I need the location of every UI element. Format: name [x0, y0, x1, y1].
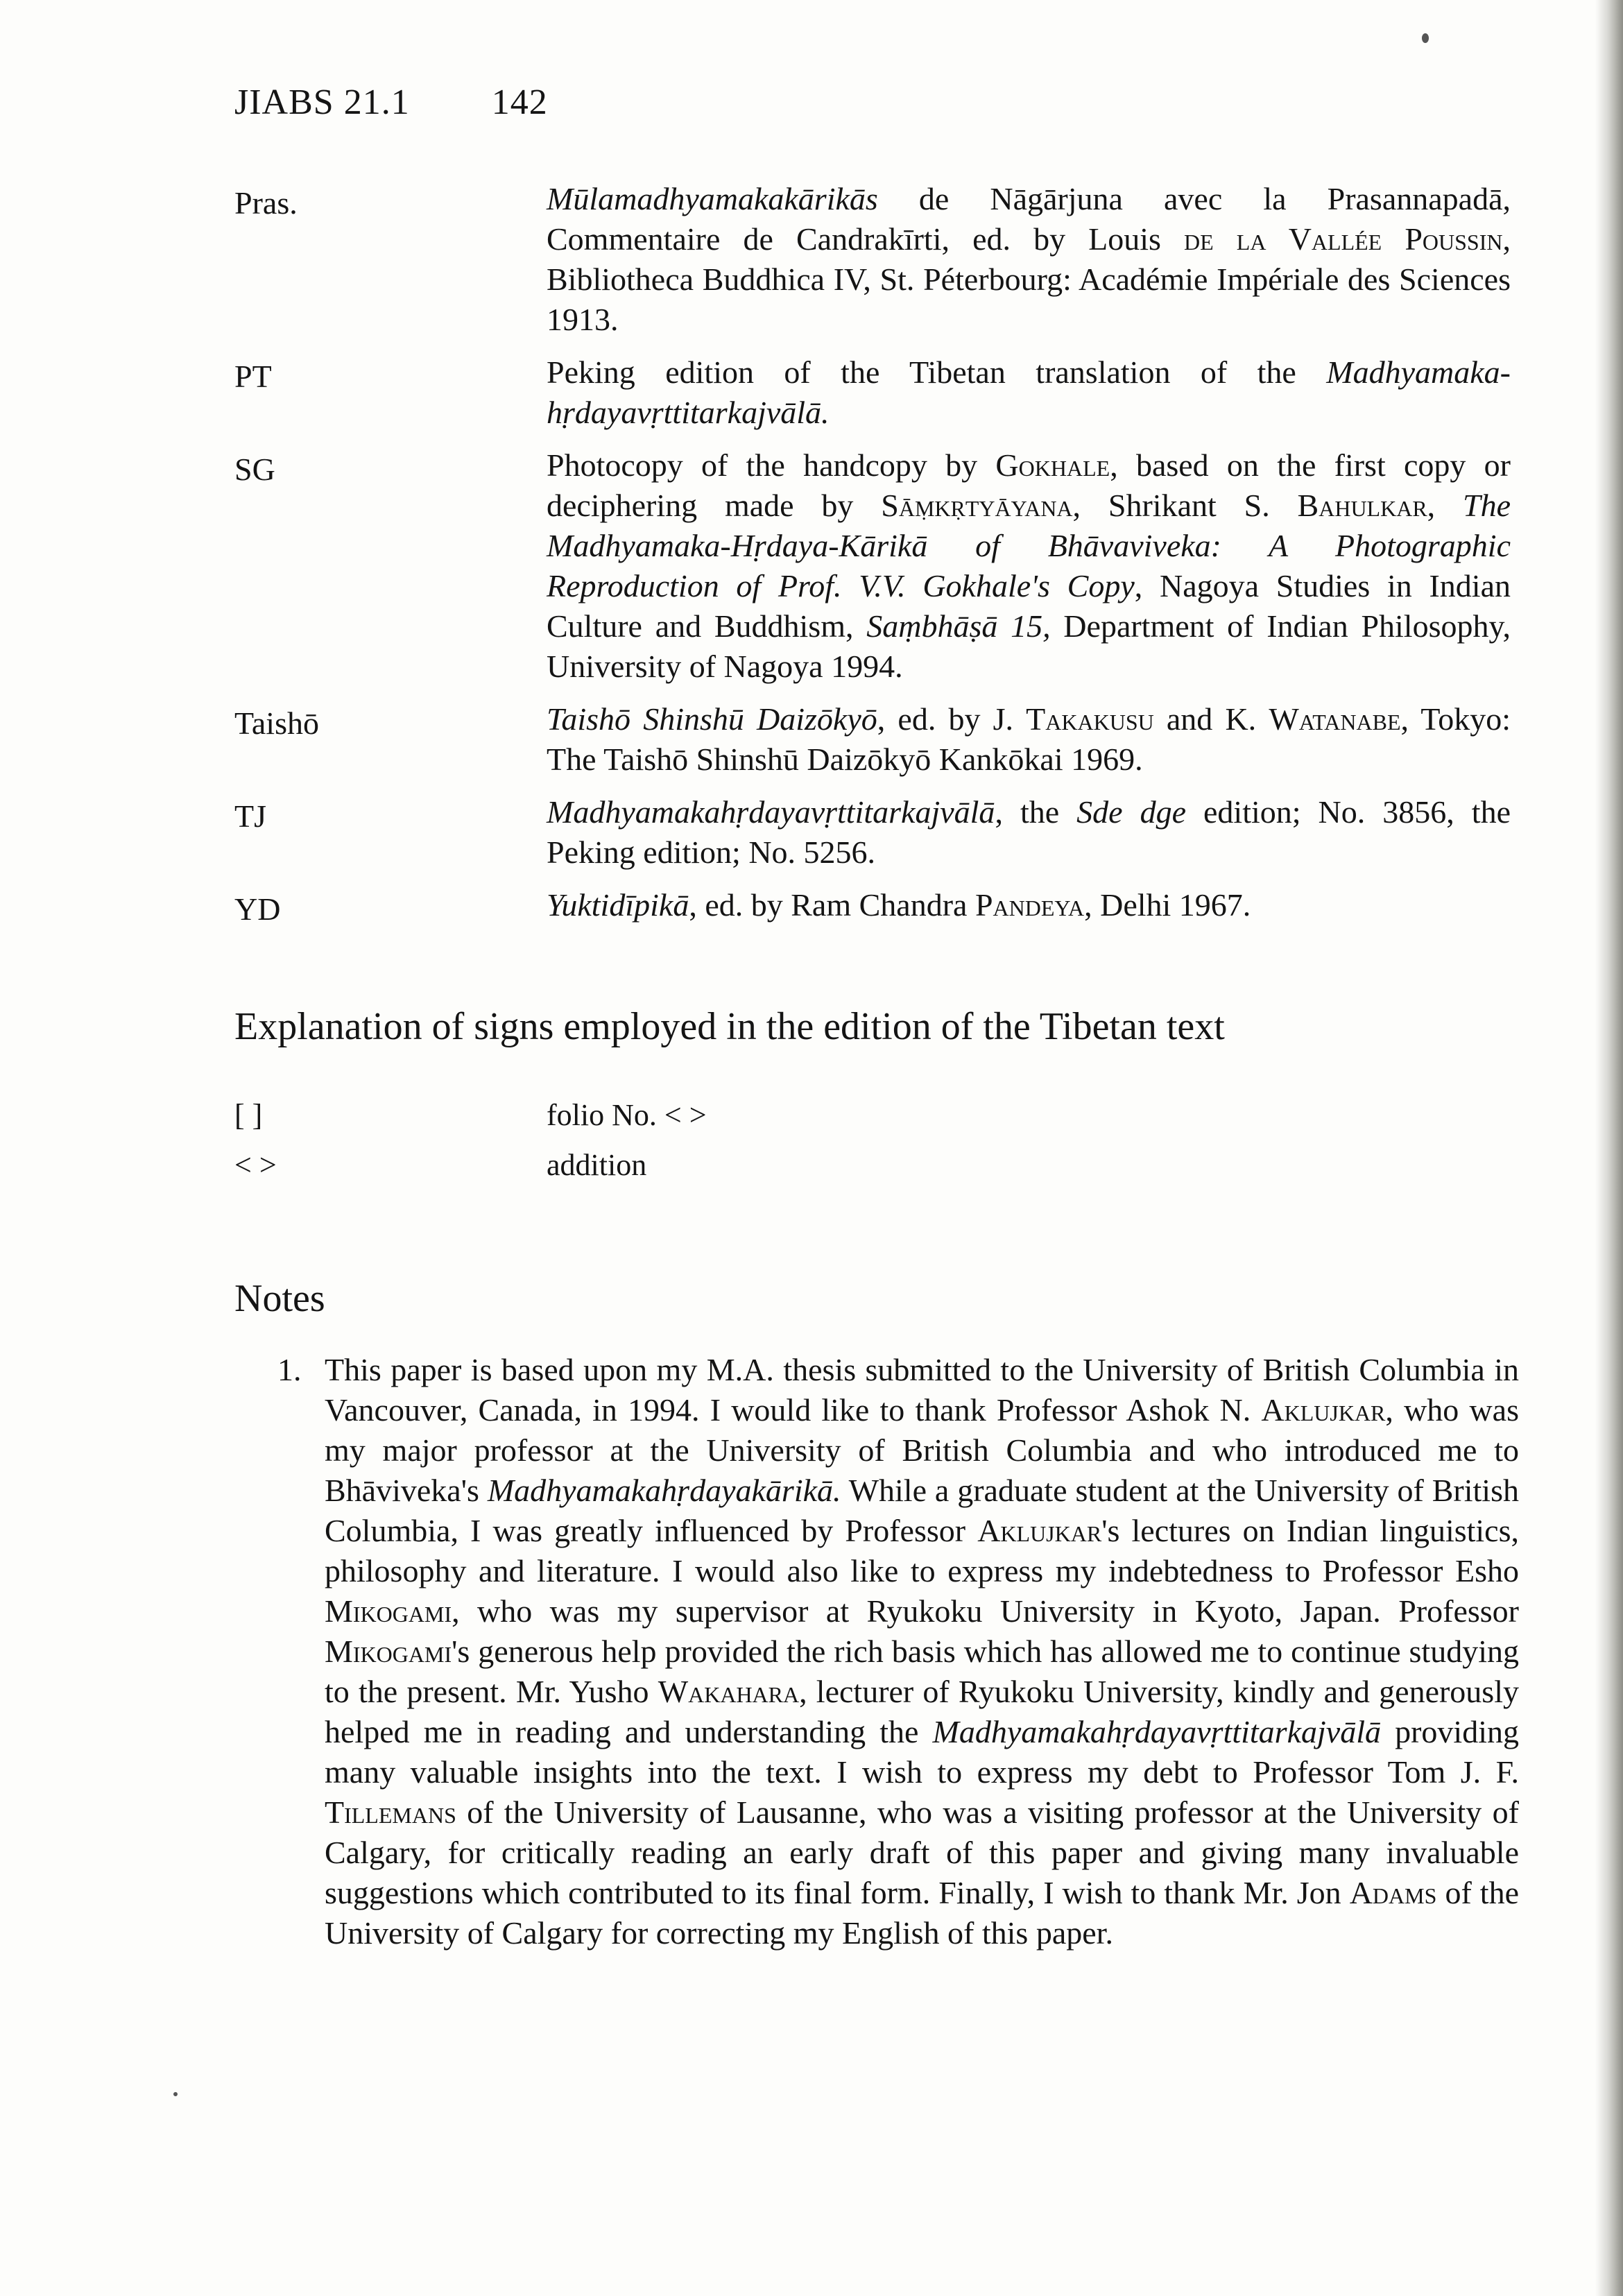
- smallcaps-run: Mikogami: [325, 1634, 452, 1669]
- text-run: de Nāgārjuna avec la Prasannapadā, Commentaire de Candrakīrti, ed. by Louis: [547, 181, 1511, 257]
- sign-meaning: addition: [547, 1148, 647, 1182]
- text-run: While a graduate student at the University of British Columbia, I was greatly influenced by Professor: [325, 1473, 1519, 1548]
- text-run: Peking edition of the Tibetan translation of the: [547, 354, 1327, 390]
- text-run: , Bibliotheca Buddhica IV, St. Péterbourg: Académie Impériale des Sciences 1913.: [547, 221, 1511, 337]
- text-run: edition; No. 3856, the Peking edition; No. 5256.: [547, 794, 1511, 870]
- text-run: , the: [995, 794, 1077, 830]
- smallcaps-run: Mikogami: [325, 1593, 452, 1629]
- italic-run: Madhyamakahṛdayakārikā.: [487, 1473, 841, 1508]
- scan-speck: [173, 2092, 178, 2096]
- text-run: 's generous help provided the rich basis which has allowed me to continue studying to the present. Mr. Yusho: [325, 1634, 1519, 1709]
- smallcaps-run: Takakusu: [1026, 701, 1154, 737]
- text-run: and K.: [1153, 701, 1269, 737]
- italic-run: Sde dge: [1076, 794, 1186, 830]
- text-run: Department of Indian Philosophy, University of Nagoya 1994.: [547, 608, 1511, 684]
- italic-run: Yuktidīpikā: [547, 887, 689, 923]
- abbreviation-entry: [234, 699, 1518, 780]
- text-run: , ed. by J.: [877, 701, 1027, 737]
- smallcaps-run: Bahulkar: [1297, 488, 1427, 523]
- running-header: [234, 82, 548, 123]
- smallcaps-run: Aklujkar: [1261, 1392, 1386, 1428]
- abbreviation-term: Pras.: [234, 185, 298, 221]
- journal-title: JIABS 21.1: [234, 83, 410, 122]
- abbreviation-definition: [547, 885, 1511, 929]
- italic-run: Mūlamadhyamakakārikās: [547, 181, 878, 216]
- notes-section-title: Notes: [234, 1277, 325, 1320]
- sign-row: [234, 1096, 1275, 1135]
- text-run: Photocopy of the handcopy by: [547, 447, 996, 483]
- smallcaps-run: Sāṃkṛtyāyana: [881, 488, 1073, 523]
- text-run: of the University of Calgary for correcting my English of this paper.: [325, 1875, 1519, 1951]
- smallcaps-run: Watanabe: [1269, 701, 1401, 737]
- signs-table: [234, 1096, 1275, 1196]
- sign-symbol: [ ]: [234, 1098, 263, 1132]
- abbreviation-term: Taishō: [234, 705, 319, 741]
- smallcaps-run: de la Vallée Poussin: [1184, 221, 1503, 257]
- smallcaps-run: Aklujkar: [977, 1513, 1102, 1548]
- abbreviation-entry: [234, 179, 1518, 340]
- page-number: 142: [491, 83, 548, 122]
- text-run: , lecturer of Ryukoku University, kindly and generously helped me in reading and understanding the: [325, 1674, 1519, 1749]
- text-run: ,: [1427, 488, 1463, 523]
- text-run: , based on the first copy or deciphering made by: [547, 447, 1511, 523]
- text-run: providing many valuable insights into the text. I wish to express my debt to Professor Tom J. F.: [325, 1714, 1519, 1790]
- abbreviation-list: [234, 179, 1518, 942]
- abbreviation-term: TJ: [234, 798, 266, 834]
- footnote: [277, 1350, 1519, 1953]
- italic-run: Taishō Shinshū Daizōkyō: [547, 701, 877, 737]
- italic-run: The Madhyamaka-Hṛdaya-Kārikā of Bhāvaviveka: A Photographic Reproduction of Prof. V.V. Gokhale's Copy: [547, 488, 1511, 603]
- page-edge-shadow: [1595, 0, 1623, 2296]
- smallcaps-run: Pandeya: [974, 887, 1085, 923]
- sign-row: [234, 1146, 1275, 1185]
- abbreviation-definition: [547, 792, 1511, 873]
- abbreviation-definition: [547, 179, 1511, 340]
- sign-symbol: < >: [234, 1148, 277, 1182]
- signs-section-title: Explanation of signs employed in the edition of the Tibetan text: [234, 1005, 1225, 1048]
- text-run: , who was my major professor at the University of British Columbia and who introduced me to Bhāviveka's: [325, 1392, 1519, 1508]
- italic-run: Madhyamakahṛdayavṛttitarkajvālā: [932, 1714, 1381, 1749]
- smallcaps-run: Adams: [1349, 1875, 1437, 1910]
- text-run: , who was my supervisor at Ryukoku University in Kyoto, Japan. Professor: [452, 1593, 1519, 1629]
- footnote-text: [325, 1350, 1519, 1953]
- text-run: , ed. by Ram Chandra: [689, 887, 975, 923]
- abbreviation-entry: [234, 792, 1518, 873]
- sign-meaning: folio No. < >: [547, 1098, 707, 1132]
- text-run: This paper is based upon my M.A. thesis submitted to the University of British Columbia in Vancouver, Canada, in 1994. I would like to thank Professor Ashok N.: [325, 1352, 1519, 1428]
- text-run: , Shrikant S.: [1072, 488, 1298, 523]
- text-run: 's lectures on Indian linguistics, philosophy and literature. I would also like to express my indebtedness to Professor Esho: [325, 1513, 1520, 1588]
- abbreviation-definition: [547, 445, 1511, 687]
- abbreviation-definition: [547, 352, 1511, 433]
- text-run: , Tokyo: The Taishō Shinshū Daizōkyō Kankōkai 1969.: [547, 701, 1511, 777]
- italic-run: Madhyamakahṛdayavṛttitarkajvālā: [547, 794, 995, 830]
- abbreviation-definition: [547, 699, 1511, 780]
- abbreviation-term: YD: [234, 891, 281, 927]
- smallcaps-run: Gokhale: [995, 447, 1110, 483]
- text-run: of the University of Lausanne, who was a visiting professor at the University of Calgary, for critically reading an early draft of this paper and giving many invaluable suggestions which contributed to its final form. Finally, I wish to thank Mr. Jon: [325, 1794, 1519, 1910]
- abbreviation-term: SG: [234, 452, 275, 487]
- abbreviation-entry: [234, 445, 1518, 687]
- smallcaps-run: Wakahara: [658, 1674, 800, 1709]
- abbreviation-entry: [234, 352, 1518, 433]
- italic-run: Saṃbhāṣā 15,: [866, 608, 1051, 644]
- abbreviation-term: PT: [234, 359, 272, 394]
- footnote-number: 1.: [277, 1352, 302, 1387]
- scan-speck: [1422, 33, 1429, 43]
- italic-run: Madhyamaka-hṛdayavṛttitarkajvālā.: [547, 354, 1511, 430]
- text-run: , Delhi 1967.: [1084, 887, 1251, 923]
- abbreviation-entry: [234, 885, 1518, 929]
- smallcaps-run: Tillemans: [325, 1794, 456, 1830]
- notes-list: [277, 1350, 1519, 1953]
- text-run: , Nagoya Studies in Indian Culture and Buddhism,: [547, 568, 1511, 644]
